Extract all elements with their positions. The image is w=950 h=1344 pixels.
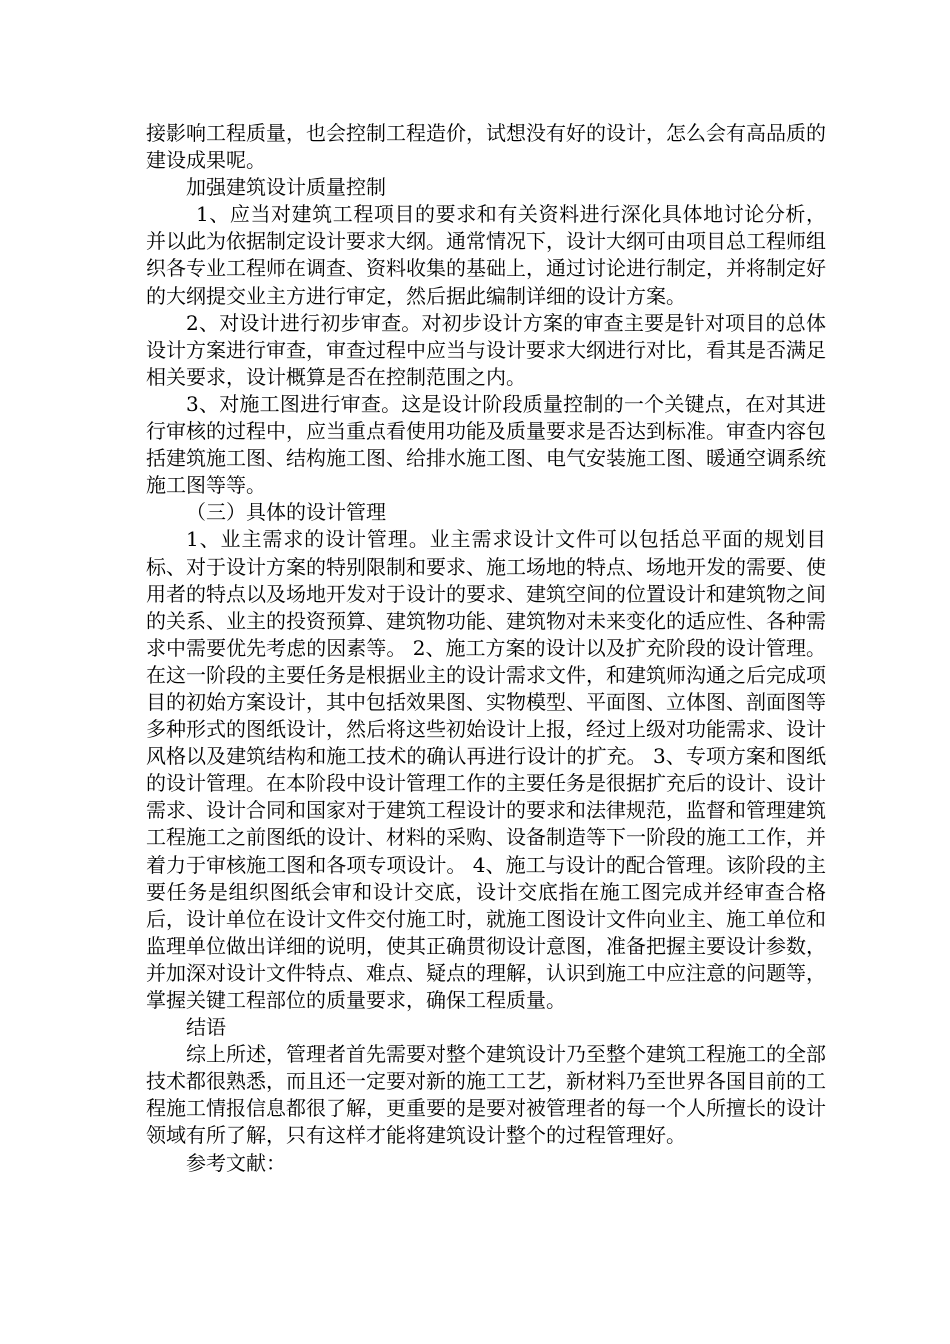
heading-design-quality-control: 加强建筑设计质量控制	[186, 175, 386, 200]
heading-specific-design-management: （三）具体的设计管理	[186, 500, 386, 525]
paragraph-item-3: 3、对施工图进行审查。这是设计阶段质量控制的一个关键点，在对其进行审核的过程中，应当重点看使用功能及质量要求是否达到标准。审查内容包括建筑施工图、结构施工图、给排水施工图、电气安装施工图、暖通空调系统施工图等等。	[146, 391, 826, 498]
paragraph-item-1: 1、应当对建筑工程项目的要求和有关资料进行深化具体地讨论分析，并以此为依据制定设计要求大纲。通常情况下，设计大纲可由项目总工程师组织各专业工程师在调查、资料收集的基础上，通过讨论进行制定，并将制定好的大纲提交业主方进行审定，然后据此编制详细的设计方案。	[146, 202, 826, 308]
body-text	[146, 120, 826, 1177]
paragraph-conclusion: 综上所述，管理者首先需要对整个建筑设计乃至整个建筑工程施工的全部技术都很熟悉，而且还一定要对新的施工工艺，新材料乃至世界各国目前的工程施工情报信息都很了解，更重要的是要对被管理者的每一个人所擅长的设计领域有所了解，只有这样才能将建筑设计整个的过程管理好。	[146, 1042, 826, 1148]
heading-references: 参考文献：	[186, 1150, 286, 1175]
paragraph-design-management: 1、业主需求的设计管理。业主需求设计文件可以包括总平面的规划目标、对于设计方案的特别限制和要求、施工场地的特点、场地开发的需要、使用者的特点以及场地开发对于设计的要求、建筑空间的位置设计和建筑物之间的关系、业主的投资预算、建筑物功能、建筑物对未来变化的适应性、各种需求中需要优先考虑的因素等。 2、施工方案的设计以及扩充阶段的设计管理。在这一阶段的主要任务是根据业主的设计需求文件，和建筑师沟通之后完成项目的初始方案设计，其中包括效果图、实物模型、平面图、立体图、剖面图等多种形式的图纸设计，然后将这些初始设计上报，经过上级对功能需求、设计风格以及建筑结构和施工技术的确认再进行设计的扩充。 3、专项方案和图纸的设计管理。在本阶段中设计管理工作的主要任务是很据扩充后的设计、设计需求、设计合同和国家对于建筑工程设计的要求和法律规范，监督和管理建筑工程施工之前图纸的设计、材料的采购、设备制造等下一阶段的施工工作，并着力于审核施工图和各项专项设计。 4、施工与设计的配合管理。该阶段的主要任务是组织图纸会审和设计交底，设计交底指在施工图完成并经审查合格后，设计单位在设计文件交付施工时，就施工图设计文件向业主、施工单位和监理单位做出详细的说明，使其正确贯彻设计意图，准备把握主要设计参数，并加深对设计文件特点、难点、疑点的理解，认识到施工中应注意的问题等，掌握关键工程部位的质量要求，确保工程质量。	[146, 527, 826, 1012]
heading-conclusion: 结语	[186, 1015, 226, 1040]
paragraph-intro-continued: 接影响工程质量，也会控制工程造价，试想没有好的设计，怎么会有高品质的建设成果呢。	[146, 121, 826, 173]
paragraph-item-2: 2、对设计进行初步审查。对初步设计方案的审查主要是针对项目的总体设计方案进行审查，审查过程中应当与设计要求大纲进行对比，看其是否满足相关要求，设计概算是否在控制范围之内。	[146, 310, 826, 389]
